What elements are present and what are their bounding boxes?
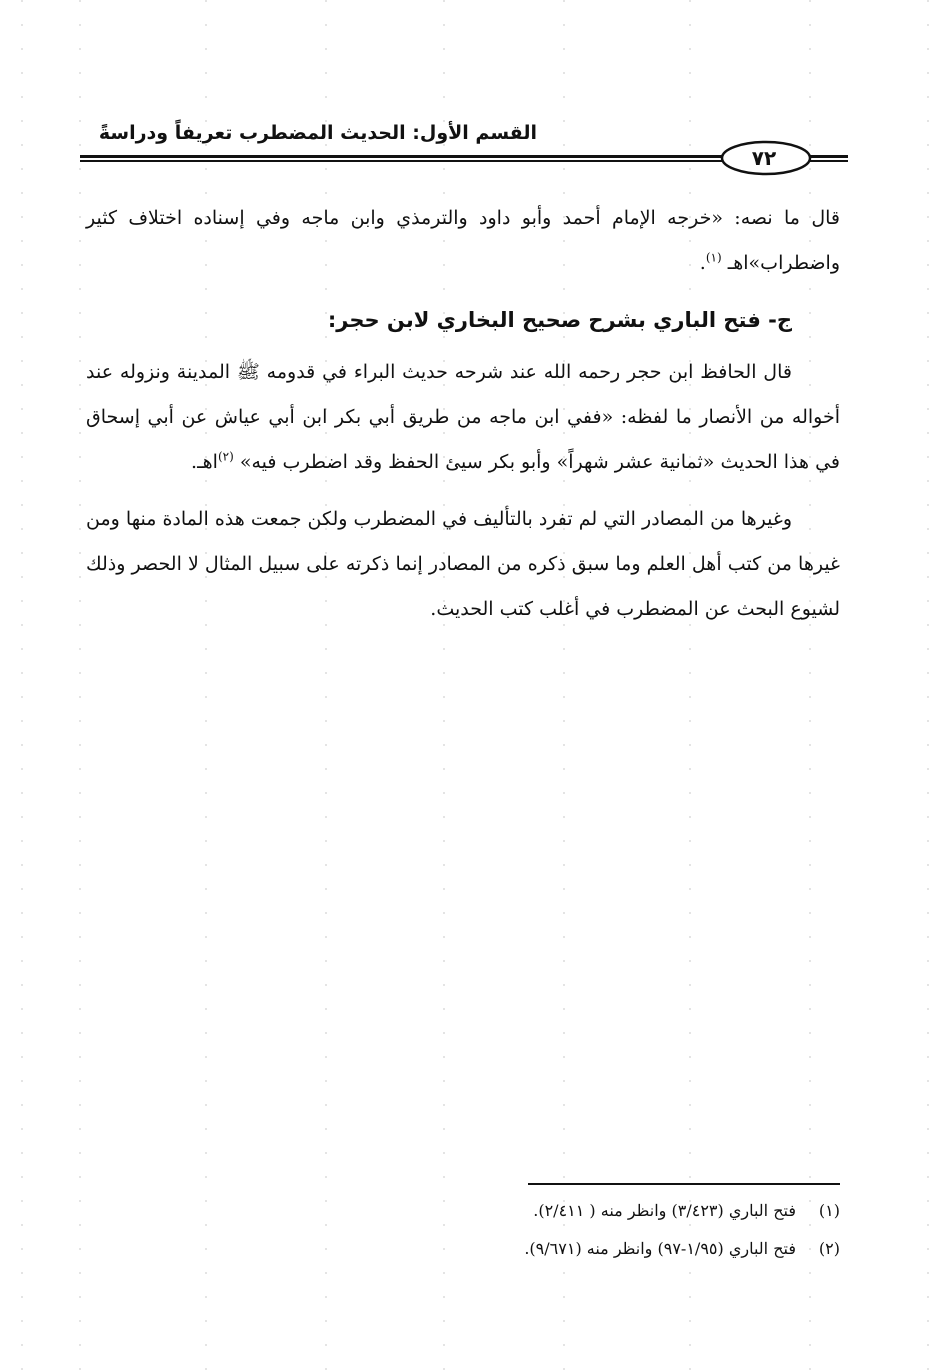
footnote-ref-1: (١): [705, 250, 722, 265]
footnote-1: (١)فتح الباري (٣/٤٢٣) وانظر منه ( ٢/٤١١).: [533, 1201, 840, 1220]
paragraph-sources: وغيرها من المصادر التي لم تفرد بالتأليف في المضطرب ولكن جمعت هذه المادة منها ومن غيرها من كتب أهل العلم وما سبق ذكره من المصادر إنما ذكرته على سبيل المثال لا الحصر وذلك لشيوع البحث عن المضطرب في أغلب كتب الحديث.: [86, 508, 840, 620]
paragraph-quote-1: قال ما نصه: «خرجه الإمام أحمد وأبو داود والترمذي وابن ماجه وفي إسناده اختلاف كثير واضطراب»اهـ $^{(١)}$.: [86, 207, 840, 274]
footnote-separator: [528, 1183, 840, 1185]
footnote-ref-2: (٢): [217, 449, 234, 464]
footnotes: [200, 1192, 840, 1268]
running-title: القسم الأول: الحديث المضطرب تعريفاً ودراسةً: [98, 122, 537, 144]
main-text: [86, 196, 840, 632]
footnote-2: (٢)فتح الباري (١/٩٥-٩٧) وانظر منه (٩/٦٧١).: [524, 1239, 840, 1258]
section-heading: ج- فتح الباري بشرح صحيح البخاري لابن حجر:: [327, 308, 792, 332]
page-number: ٧٢: [751, 146, 777, 170]
paragraph-quote-2: قال الحافظ ابن حجر رحمه الله عند شرحه حديث البراء في قدومه ﷺ المدينة ونزوله عند أخواله من الأنصار ما لفظه: «ففي ابن ماجه من طريق أبي بكر ابن أبي عياش عن أبي إسحاق في هذا الحديث «ثمانية عشر شهراً» وأبو بكر سيئ الحفظ وقد اضطرب فيه» $^{(٢)}$اهـ.: [86, 361, 840, 473]
